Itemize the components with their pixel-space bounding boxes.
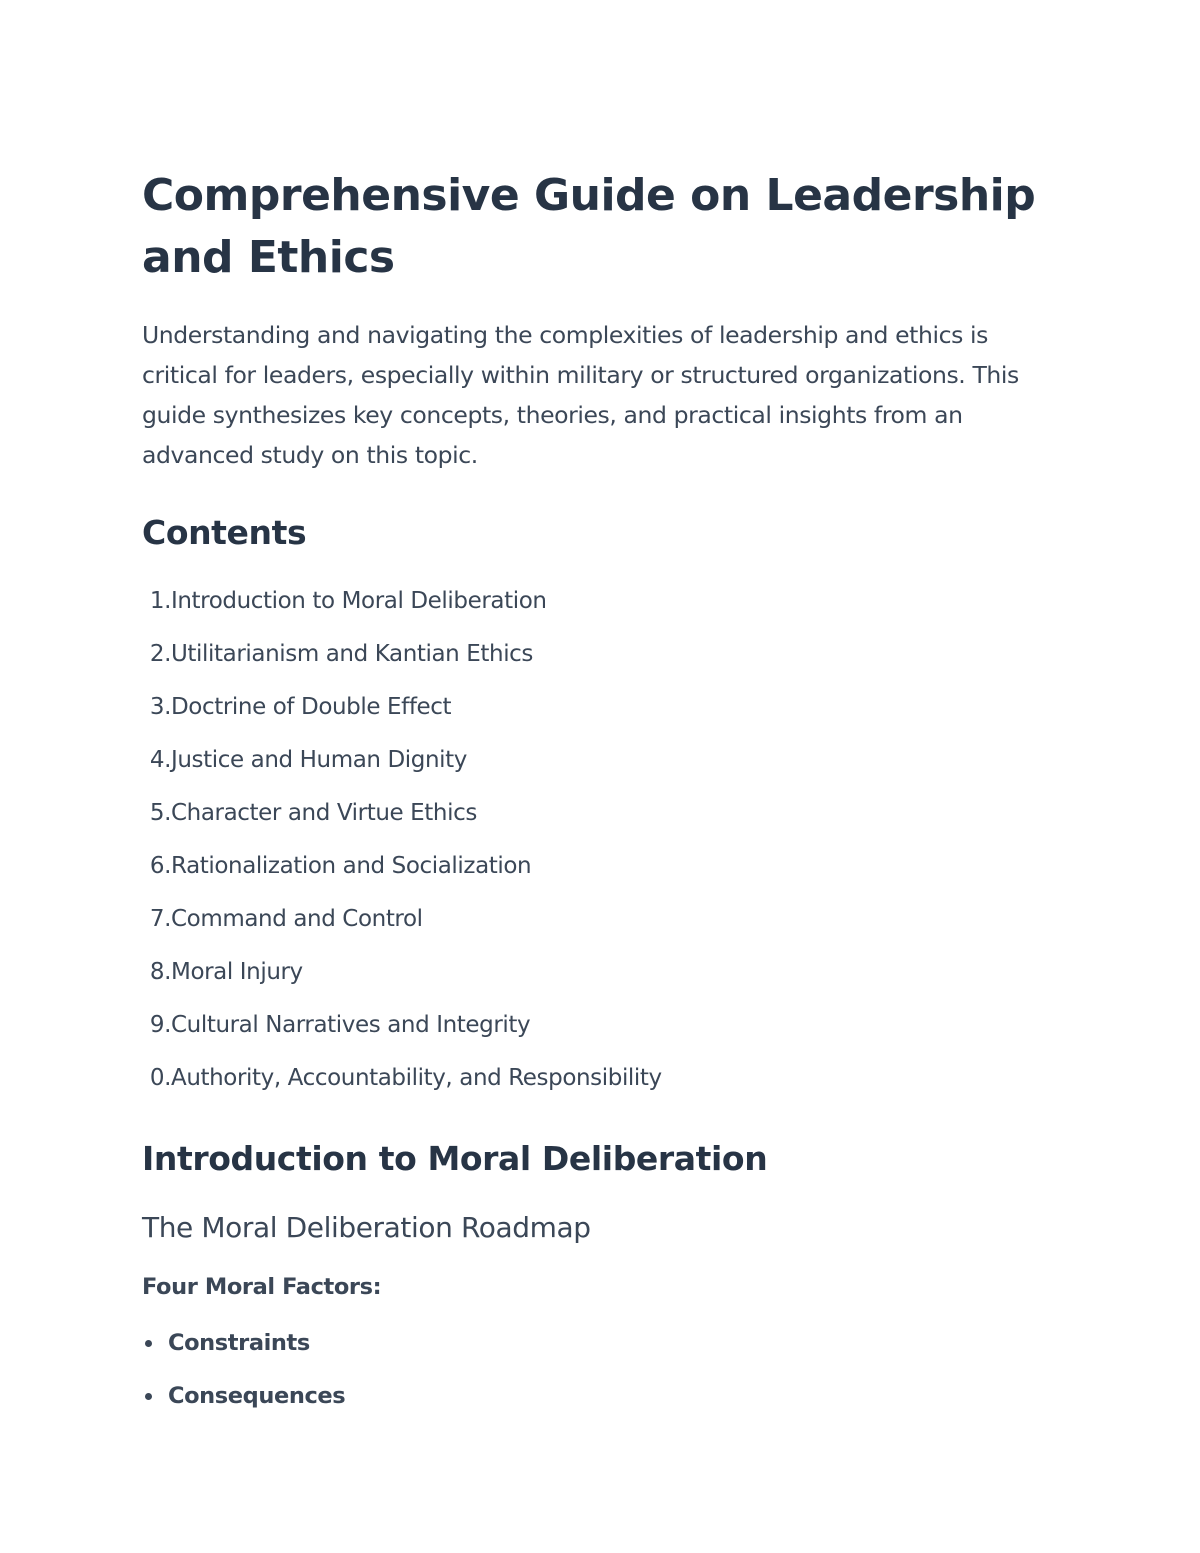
toc-item-label: Character and Virtue Ethics xyxy=(171,800,477,826)
toc-item-number: 3. xyxy=(149,694,171,720)
bullet-icon xyxy=(145,1393,152,1400)
toc-item-label: Utilitarianism and Kantian Ethics xyxy=(171,641,534,667)
toc-item[interactable] xyxy=(142,1052,1062,1105)
contents-heading: Contents xyxy=(142,513,307,552)
intro-paragraph: Understanding and navigating the complexities of leadership and ethics is critical for leaders, especially within military or structured organizations. This guide synthesizes key concepts, theories, and practical insights from an advanced study on this topic. xyxy=(142,321,1019,469)
toc-item-label: Rationalization and Socialization xyxy=(171,853,532,879)
factor-label: Constraints xyxy=(168,1330,310,1356)
toc-item-number: 6. xyxy=(149,853,171,879)
section-subheading: The Moral Deliberation Roadmap xyxy=(142,1211,591,1244)
toc-item-number: 4. xyxy=(149,747,171,773)
toc-item[interactable] xyxy=(142,787,1062,840)
toc-item-number: 2. xyxy=(149,641,171,667)
toc-item-number: 1. xyxy=(149,588,171,614)
bullet-icon xyxy=(145,1340,152,1347)
factor-label: Consequences xyxy=(168,1383,346,1409)
toc-item-number: 0. xyxy=(149,1065,171,1091)
toc-item-label: Introduction to Moral Deliberation xyxy=(171,588,547,614)
toc-item[interactable] xyxy=(142,628,1062,681)
toc-item[interactable] xyxy=(142,946,1062,999)
factors-label: Four Moral Factors: xyxy=(142,1274,382,1300)
toc-item-label: Command and Control xyxy=(171,906,423,932)
list-item xyxy=(142,1317,1062,1370)
toc-item-number: 5. xyxy=(149,800,171,826)
toc-item-label: Doctrine of Double Effect xyxy=(171,694,452,720)
toc-item[interactable] xyxy=(142,734,1062,787)
toc-item[interactable] xyxy=(142,681,1062,734)
toc-item-label: Authority, Accountability, and Responsibility xyxy=(171,1065,662,1091)
list-item xyxy=(142,1370,1062,1423)
toc-item-number: 7. xyxy=(149,906,171,932)
document-title: Comprehensive Guide on Leadership and Ethics xyxy=(142,170,1036,283)
toc-item-label: Justice and Human Dignity xyxy=(171,747,467,773)
document-page xyxy=(142,165,1062,1423)
toc-item-label: Moral Injury xyxy=(171,959,303,985)
section-heading: Introduction to Moral Deliberation xyxy=(142,1139,768,1178)
toc-item[interactable] xyxy=(142,575,1062,628)
toc-item[interactable] xyxy=(142,999,1062,1052)
toc-item-label: Cultural Narratives and Integrity xyxy=(171,1012,531,1038)
toc-item[interactable] xyxy=(142,840,1062,893)
toc-item[interactable] xyxy=(142,893,1062,946)
table-of-contents xyxy=(142,575,1062,1105)
factors-list xyxy=(142,1317,1062,1423)
toc-item-number: 9. xyxy=(149,1012,171,1038)
toc-item-number: 8. xyxy=(149,959,171,985)
